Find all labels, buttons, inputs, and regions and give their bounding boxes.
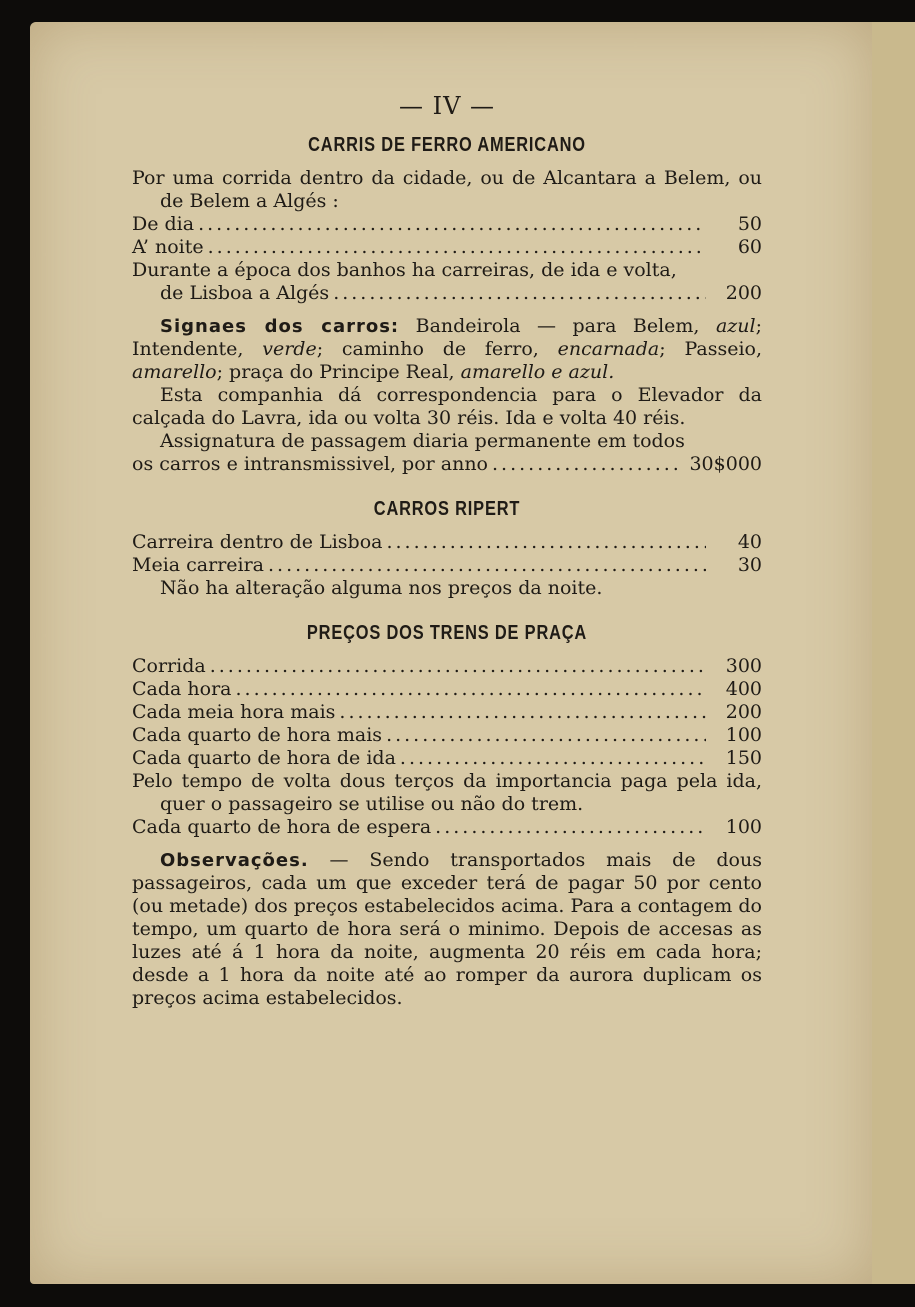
signaes-paragraph <box>132 315 762 384</box>
price-label: Cada meia hora mais <box>132 701 336 723</box>
leader-dots <box>198 213 706 236</box>
signaes-text: ; praça do Principe Real, <box>216 361 461 383</box>
color-verde: verde <box>262 338 317 360</box>
signaes-text: ; caminho de ferro, <box>316 338 558 360</box>
price-row <box>132 655 762 678</box>
leader-dots <box>235 678 706 701</box>
price-label: Cada quarto de hora mais <box>132 724 383 746</box>
price-label: Carreira dentro de Lisboa <box>132 531 383 553</box>
price-value: 40 <box>737 531 762 553</box>
page-number: — IV — <box>398 92 496 120</box>
leader-dots <box>386 531 706 554</box>
price-value: 200 <box>725 282 762 304</box>
price-value: 30$000 <box>689 453 762 475</box>
signaes-text: Bandeirola — para Belem, <box>399 315 716 337</box>
carris-intro: Por uma corrida dentro da cidade, ou de Alcantara a Belem, ou de Belem a Algés : <box>132 167 762 212</box>
price-row <box>132 678 762 701</box>
observacoes-text: — Sendo transportados mais de dous passageiros, cada um que exceder terá de pagar 50 por cento (ou metade) dos preços estabelecidos acima. Para a contagem do tempo, um quarto de hora será o minimo. Depois de accesas as luzes até á 1 hora da noite, augmenta 20 réis em cada hora; desde a 1 hora da noite até ao romper da aurora duplicam os preços acima estabelecidos. <box>132 849 762 1009</box>
color-amarello: amarello <box>132 361 217 383</box>
section-title-carris: CARRIS DE FERRO AMERICANO <box>308 134 586 156</box>
leader-dots <box>333 282 706 305</box>
price-label: Cada hora <box>132 678 232 700</box>
leader-dots <box>400 747 706 770</box>
observacoes-heading: Observações. <box>160 850 309 871</box>
price-row <box>132 747 762 770</box>
price-value: 30 <box>737 554 762 576</box>
price-label: de Lisboa a Algés <box>160 282 330 304</box>
section-title-trens: PREÇOS DOS TRENS DE PRAÇA <box>306 622 588 644</box>
ripert-note: Não ha alteração alguma nos preços da noite. <box>160 577 603 599</box>
color-amarello-azul: amarello e azul. <box>460 361 615 383</box>
price-value: 150 <box>725 747 762 769</box>
price-label: Cada quarto de hora de ida <box>132 747 396 769</box>
section-title-ripert: CARROS RIPERT <box>373 498 521 520</box>
leader-dots <box>492 453 678 476</box>
price-value: 100 <box>725 816 762 838</box>
price-value: 100 <box>725 724 762 746</box>
price-value: 50 <box>737 213 762 235</box>
signaes-text: ; Passeio, <box>659 338 762 360</box>
price-label: A’ noite <box>132 236 204 258</box>
assign-text: Assignatura de passagem diaria permanente em todos <box>160 430 685 452</box>
price-label: Cada quarto de hora de espera <box>132 816 432 838</box>
elevador-text: Esta companhia dá correspondencia para o Elevador da calçada do Lavra, ida ou volta 30 réis. Ida e volta 40 réis. <box>132 384 762 429</box>
leader-dots <box>435 816 706 839</box>
price-row <box>132 213 762 236</box>
price-row <box>132 554 762 577</box>
signaes-text: ; Intendente, <box>132 315 762 360</box>
price-value: 60 <box>737 236 762 258</box>
price-row <box>132 453 762 476</box>
color-encarnada: encarnada <box>557 338 660 360</box>
price-value: 200 <box>725 701 762 723</box>
price-row <box>132 724 762 747</box>
price-row <box>132 282 762 305</box>
leader-dots <box>339 701 706 724</box>
leader-dots <box>210 655 706 678</box>
color-azul: azul <box>715 315 756 337</box>
price-label: Meia carreira <box>132 554 265 576</box>
observacoes-paragraph <box>132 849 762 1010</box>
price-value: 300 <box>725 655 762 677</box>
leader-dots <box>208 236 706 259</box>
price-value: 400 <box>725 678 762 700</box>
leader-dots <box>386 724 706 747</box>
price-row <box>132 816 762 839</box>
price-row <box>132 236 762 259</box>
leader-dots <box>268 554 706 577</box>
banhos-text: Durante a época dos banhos ha carreiras, de ida e volta, <box>132 259 677 281</box>
next-page-edge <box>872 22 915 1284</box>
signaes-heading: Signaes dos carros: <box>160 316 400 337</box>
volta-text: Pelo tempo de volta dous terços da importancia paga pela ida, quer o passageiro se utilise ou não do trem. <box>132 770 762 815</box>
page-content <box>132 92 762 1010</box>
price-label: De dia <box>132 213 195 235</box>
price-row <box>132 531 762 554</box>
price-row <box>132 701 762 724</box>
price-label: Corrida <box>132 655 206 677</box>
price-label: os carros e intransmissivel, por anno <box>132 453 488 475</box>
